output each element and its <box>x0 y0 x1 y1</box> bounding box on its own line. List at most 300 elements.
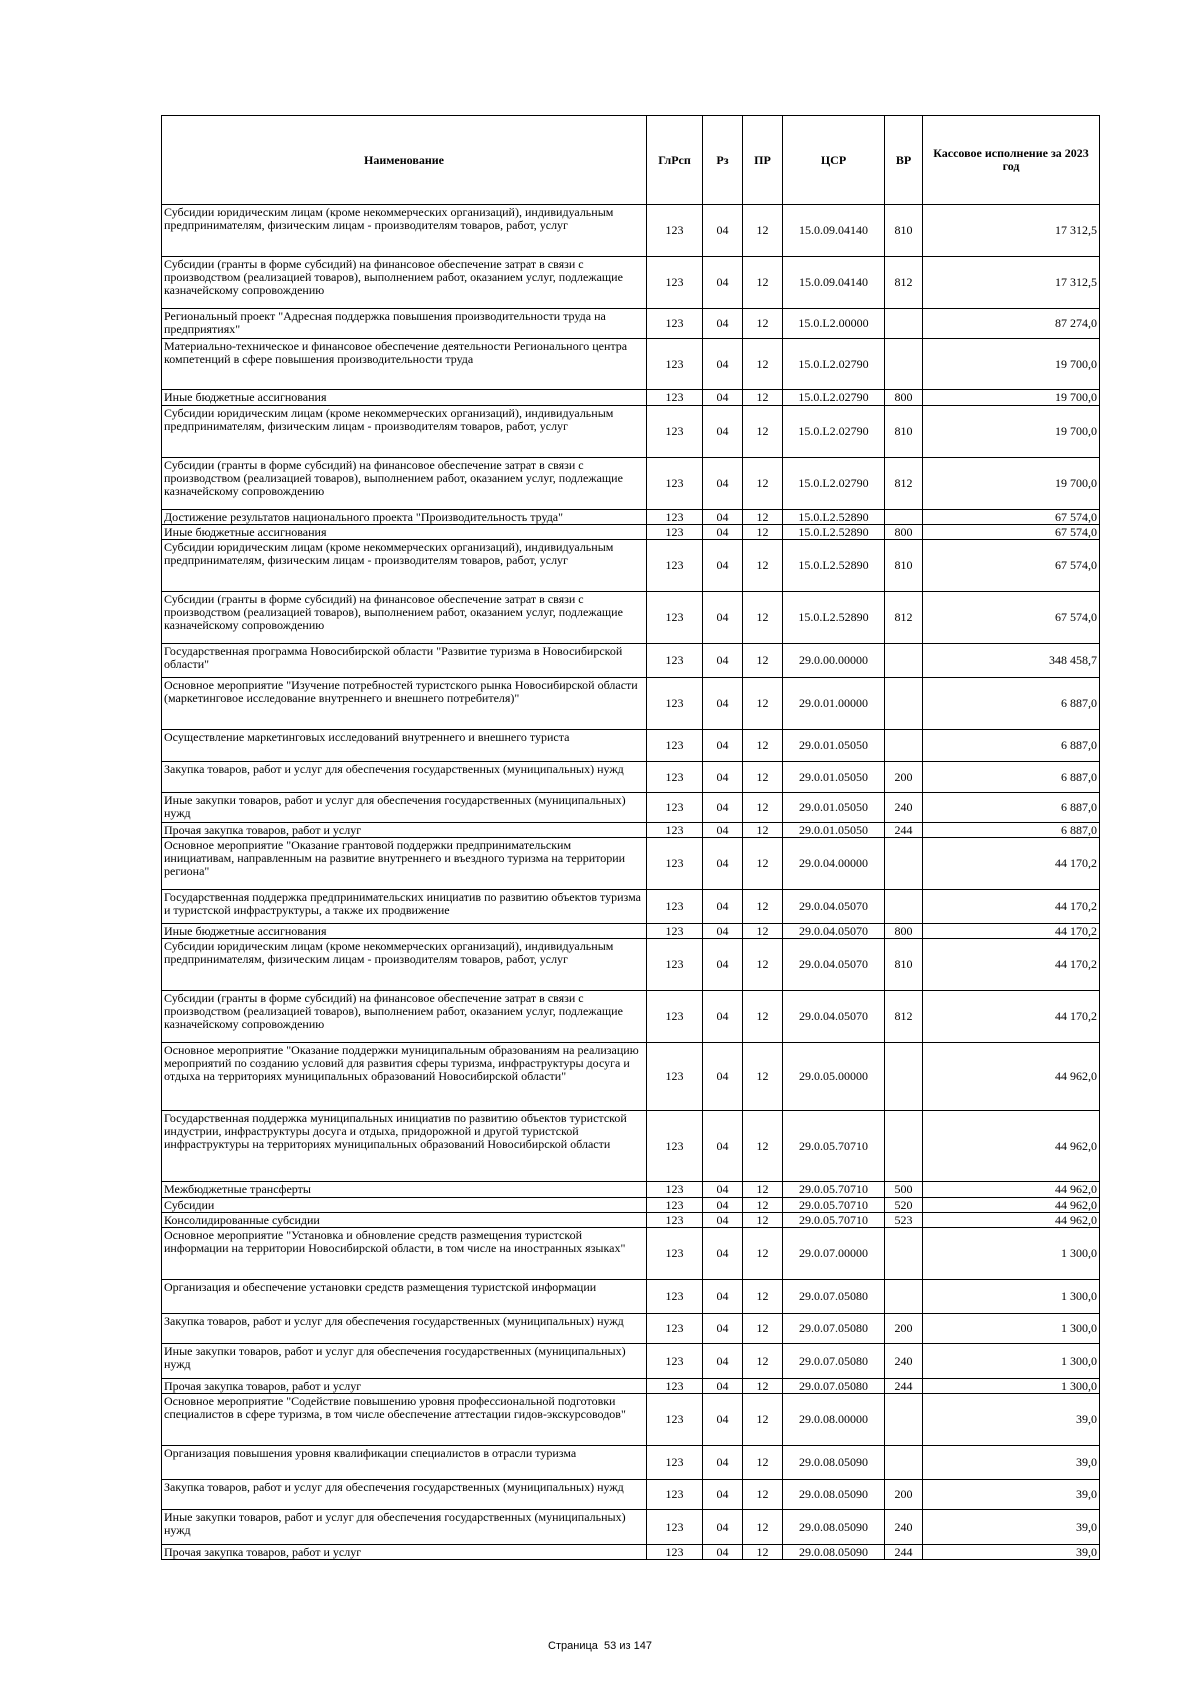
footer-sep: из <box>619 1640 631 1652</box>
row-amount: 44 170,2 <box>923 991 1100 1043</box>
table-row <box>162 678 1100 730</box>
row-name: Основное мероприятие "Оказание поддержки муниципальным образованиям на реализацию мероприятий по созданию условий для развития сферы туризма, инфраструктуры досуга и отдыха на территориях муниципальных образований Новосибирской области" <box>162 1043 647 1111</box>
table-row <box>162 1379 1100 1394</box>
row-csr: 29.0.05.70710 <box>783 1111 885 1182</box>
row-pr: 12 <box>743 205 783 257</box>
header-glrsp: ГлРсп <box>647 116 703 205</box>
row-rz: 04 <box>703 890 743 924</box>
table-row <box>162 1480 1100 1510</box>
row-csr: 15.0.L2.02790 <box>783 458 885 510</box>
table-row <box>162 1446 1100 1480</box>
row-glrsp: 123 <box>647 525 703 540</box>
row-rz: 04 <box>703 510 743 525</box>
table-row <box>162 1510 1100 1545</box>
table-row <box>162 458 1100 510</box>
row-pr: 12 <box>743 1344 783 1379</box>
row-rz: 04 <box>703 1394 743 1446</box>
row-glrsp: 123 <box>647 823 703 838</box>
row-glrsp: 123 <box>647 924 703 939</box>
row-csr: 29.0.07.05080 <box>783 1379 885 1394</box>
row-glrsp: 123 <box>647 309 703 339</box>
table-row <box>162 390 1100 406</box>
table-row <box>162 1043 1100 1111</box>
row-rz: 04 <box>703 991 743 1043</box>
row-glrsp: 123 <box>647 730 703 762</box>
row-amount: 1 300,0 <box>923 1379 1100 1394</box>
row-csr: 29.0.07.05080 <box>783 1280 885 1314</box>
table-row <box>162 939 1100 991</box>
row-pr: 12 <box>743 1314 783 1344</box>
table-row <box>162 339 1100 390</box>
row-glrsp: 123 <box>647 793 703 823</box>
row-glrsp: 123 <box>647 939 703 991</box>
table-row <box>162 309 1100 339</box>
row-pr: 12 <box>743 339 783 390</box>
row-vr: 800 <box>885 390 923 406</box>
row-glrsp: 123 <box>647 540 703 592</box>
row-rz: 04 <box>703 1182 743 1198</box>
row-name: Субсидии (гранты в форме субсидий) на финансовое обеспечение затрат в связи с производством (реализацией товаров), выполнением работ, оказанием услуг, подлежащие казначейскому сопровождению <box>162 991 647 1043</box>
row-amount: 44 170,2 <box>923 890 1100 924</box>
row-glrsp: 123 <box>647 1446 703 1480</box>
row-name: Субсидии юридическим лицам (кроме некоммерческих организаций), индивидуальным предпринимателям, физическим лицам - производителям товаров, работ, услуг <box>162 205 647 257</box>
row-amount: 87 274,0 <box>923 309 1100 339</box>
row-pr: 12 <box>743 1480 783 1510</box>
row-csr: 29.0.04.05070 <box>783 890 885 924</box>
row-csr: 29.0.04.00000 <box>783 838 885 890</box>
row-name: Основное мероприятие "Оказание грантовой поддержки предпринимательским инициативам, направленным на развитие внутреннего и въездного туризма на территории региона" <box>162 838 647 890</box>
row-name: Иные закупки товаров, работ и услуг для обеспечения государственных (муниципальных) нужд <box>162 1510 647 1545</box>
row-name: Осуществление маркетинговых исследований внутреннего и внешнего туриста <box>162 730 647 762</box>
row-pr: 12 <box>743 838 783 890</box>
row-csr: 29.0.07.05080 <box>783 1314 885 1344</box>
row-name: Основное мероприятие "Содействие повышению уровня профессиональной подготовки специалистов в сфере туризма, в том числе обеспечение аттестации гидов-экскурсоводов" <box>162 1394 647 1446</box>
row-rz: 04 <box>703 1545 743 1560</box>
header-row <box>162 116 1100 205</box>
row-name: Иные закупки товаров, работ и услуг для обеспечения государственных (муниципальных) нужд <box>162 1344 647 1379</box>
row-glrsp: 123 <box>647 1182 703 1198</box>
row-name: Достижение результатов национального проекта "Производительность труда" <box>162 510 647 525</box>
row-csr: 29.0.01.05050 <box>783 793 885 823</box>
row-csr: 29.0.01.05050 <box>783 762 885 793</box>
row-amount: 67 574,0 <box>923 525 1100 540</box>
row-vr: 244 <box>885 1545 923 1560</box>
row-pr: 12 <box>743 458 783 510</box>
row-glrsp: 123 <box>647 406 703 458</box>
table-row <box>162 730 1100 762</box>
row-name: Консолидированные субсидии <box>162 1213 647 1228</box>
row-pr: 12 <box>743 510 783 525</box>
row-pr: 12 <box>743 1043 783 1111</box>
row-name: Закупка товаров, работ и услуг для обеспечения государственных (муниципальных) нужд <box>162 762 647 793</box>
row-pr: 12 <box>743 730 783 762</box>
row-vr: 812 <box>885 592 923 644</box>
row-name: Материально-техническое и финансовое обеспечение деятельности Регионального центра компетенций в сфере повышения производительности труда <box>162 339 647 390</box>
row-csr: 15.0.09.04140 <box>783 205 885 257</box>
row-glrsp: 123 <box>647 339 703 390</box>
row-csr: 29.0.05.00000 <box>783 1043 885 1111</box>
row-csr: 29.0.08.05090 <box>783 1446 885 1480</box>
row-vr: 812 <box>885 991 923 1043</box>
row-rz: 04 <box>703 1228 743 1280</box>
row-rz: 04 <box>703 406 743 458</box>
row-pr: 12 <box>743 1394 783 1446</box>
row-vr <box>885 1228 923 1280</box>
row-vr: 810 <box>885 406 923 458</box>
row-name: Организация повышения уровня квалификации специалистов в отрасли туризма <box>162 1446 647 1480</box>
table-row <box>162 991 1100 1043</box>
table-row <box>162 793 1100 823</box>
row-name: Закупка товаров, работ и услуг для обеспечения государственных (муниципальных) нужд <box>162 1314 647 1344</box>
row-csr: 29.0.01.05050 <box>783 730 885 762</box>
row-amount: 6 887,0 <box>923 730 1100 762</box>
row-amount: 17 312,5 <box>923 205 1100 257</box>
row-rz: 04 <box>703 939 743 991</box>
row-amount: 67 574,0 <box>923 540 1100 592</box>
row-glrsp: 123 <box>647 1545 703 1560</box>
row-csr: 15.0.L2.52890 <box>783 525 885 540</box>
header-vr: ВР <box>885 116 923 205</box>
row-rz: 04 <box>703 1280 743 1314</box>
page-footer <box>0 1640 1200 1652</box>
row-rz: 04 <box>703 458 743 510</box>
table-row <box>162 924 1100 939</box>
row-csr: 15.0.L2.02790 <box>783 390 885 406</box>
row-glrsp: 123 <box>647 1344 703 1379</box>
row-name: Иные бюджетные ассигнования <box>162 924 647 939</box>
row-pr: 12 <box>743 1446 783 1480</box>
row-amount: 39,0 <box>923 1480 1100 1510</box>
row-vr: 244 <box>885 823 923 838</box>
row-glrsp: 123 <box>647 644 703 678</box>
row-csr: 29.0.08.05090 <box>783 1510 885 1545</box>
row-csr: 29.0.05.70710 <box>783 1213 885 1228</box>
table-row <box>162 510 1100 525</box>
row-vr: 244 <box>885 1379 923 1394</box>
table-row <box>162 1213 1100 1228</box>
row-glrsp: 123 <box>647 1379 703 1394</box>
table-row <box>162 525 1100 540</box>
table-row <box>162 838 1100 890</box>
row-vr: 200 <box>885 1314 923 1344</box>
row-amount: 39,0 <box>923 1545 1100 1560</box>
row-glrsp: 123 <box>647 1510 703 1545</box>
row-vr: 800 <box>885 525 923 540</box>
table-row <box>162 257 1100 309</box>
header-csr: ЦСР <box>783 116 885 205</box>
footer-total: 147 <box>633 1640 652 1652</box>
row-amount: 44 962,0 <box>923 1043 1100 1111</box>
table-row <box>162 1111 1100 1182</box>
row-amount: 19 700,0 <box>923 390 1100 406</box>
row-name: Закупка товаров, работ и услуг для обеспечения государственных (муниципальных) нужд <box>162 1480 647 1510</box>
row-pr: 12 <box>743 890 783 924</box>
table-row <box>162 540 1100 592</box>
budget-table <box>161 115 1100 1560</box>
row-name: Субсидии (гранты в форме субсидий) на финансовое обеспечение затрат в связи с производством (реализацией товаров), выполнением работ, оказанием услуг, подлежащие казначейскому сопровождению <box>162 458 647 510</box>
row-amount: 44 962,0 <box>923 1111 1100 1182</box>
row-amount: 44 170,2 <box>923 838 1100 890</box>
row-amount: 67 574,0 <box>923 510 1100 525</box>
row-csr: 29.0.08.05090 <box>783 1545 885 1560</box>
row-name: Прочая закупка товаров, работ и услуг <box>162 1379 647 1394</box>
table-row <box>162 1394 1100 1446</box>
table-row <box>162 592 1100 644</box>
row-pr: 12 <box>743 924 783 939</box>
row-glrsp: 123 <box>647 592 703 644</box>
row-amount: 44 170,2 <box>923 939 1100 991</box>
row-vr: 810 <box>885 939 923 991</box>
row-csr: 15.0.L2.52890 <box>783 540 885 592</box>
row-glrsp: 123 <box>647 1394 703 1446</box>
row-vr: 520 <box>885 1198 923 1213</box>
row-glrsp: 123 <box>647 1111 703 1182</box>
row-vr <box>885 1043 923 1111</box>
row-vr <box>885 1280 923 1314</box>
row-pr: 12 <box>743 1510 783 1545</box>
row-name: Региональный проект "Адресная поддержка повышения производительности труда на предприятиях" <box>162 309 647 339</box>
row-csr: 29.0.00.00000 <box>783 644 885 678</box>
table-row <box>162 1228 1100 1280</box>
row-vr: 240 <box>885 793 923 823</box>
row-rz: 04 <box>703 1344 743 1379</box>
table-row <box>162 406 1100 458</box>
row-glrsp: 123 <box>647 1480 703 1510</box>
row-vr: 800 <box>885 924 923 939</box>
row-name: Прочая закупка товаров, работ и услуг <box>162 823 647 838</box>
row-rz: 04 <box>703 1480 743 1510</box>
row-amount: 44 962,0 <box>923 1198 1100 1213</box>
row-pr: 12 <box>743 406 783 458</box>
row-rz: 04 <box>703 592 743 644</box>
row-vr <box>885 730 923 762</box>
row-glrsp: 123 <box>647 838 703 890</box>
row-pr: 12 <box>743 1379 783 1394</box>
row-glrsp: 123 <box>647 1043 703 1111</box>
row-csr: 29.0.08.00000 <box>783 1394 885 1446</box>
row-pr: 12 <box>743 1545 783 1560</box>
row-amount: 44 962,0 <box>923 1182 1100 1198</box>
row-amount: 39,0 <box>923 1394 1100 1446</box>
row-vr <box>885 1394 923 1446</box>
row-name: Субсидии <box>162 1198 647 1213</box>
row-rz: 04 <box>703 257 743 309</box>
row-name: Государственная поддержка предпринимательских инициатив по развитию объектов туризма и туристской инфраструктуры, а также их продвижение <box>162 890 647 924</box>
row-pr: 12 <box>743 991 783 1043</box>
row-name: Субсидии (гранты в форме субсидий) на финансовое обеспечение затрат в связи с производством (реализацией товаров), выполнением работ, оказанием услуг, подлежащие казначейскому сопровождению <box>162 257 647 309</box>
row-pr: 12 <box>743 1280 783 1314</box>
row-pr: 12 <box>743 793 783 823</box>
row-csr: 29.0.04.05070 <box>783 939 885 991</box>
row-pr: 12 <box>743 762 783 793</box>
row-csr: 29.0.01.05050 <box>783 823 885 838</box>
row-pr: 12 <box>743 1213 783 1228</box>
row-csr: 15.0.L2.02790 <box>783 339 885 390</box>
row-pr: 12 <box>743 939 783 991</box>
row-rz: 04 <box>703 1043 743 1111</box>
row-vr <box>885 309 923 339</box>
row-name: Иные закупки товаров, работ и услуг для обеспечения государственных (муниципальных) нужд <box>162 793 647 823</box>
row-rz: 04 <box>703 823 743 838</box>
row-rz: 04 <box>703 838 743 890</box>
row-amount: 6 887,0 <box>923 793 1100 823</box>
table-row <box>162 1198 1100 1213</box>
row-amount: 1 300,0 <box>923 1344 1100 1379</box>
row-name: Межбюджетные трансферты <box>162 1182 647 1198</box>
header-amount: Кассовое исполнение за 2023 год <box>923 116 1100 205</box>
row-vr: 200 <box>885 762 923 793</box>
row-csr: 29.0.01.00000 <box>783 678 885 730</box>
row-name: Государственная программа Новосибирской области "Развитие туризма в Новосибирской области" <box>162 644 647 678</box>
row-rz: 04 <box>703 1314 743 1344</box>
row-glrsp: 123 <box>647 678 703 730</box>
table-row <box>162 1280 1100 1314</box>
row-csr: 29.0.07.00000 <box>783 1228 885 1280</box>
table-row <box>162 644 1100 678</box>
row-name: Прочая закупка товаров, работ и услуг <box>162 1545 647 1560</box>
row-amount: 6 887,0 <box>923 823 1100 838</box>
row-amount: 1 300,0 <box>923 1280 1100 1314</box>
row-rz: 04 <box>703 678 743 730</box>
row-amount: 39,0 <box>923 1446 1100 1480</box>
row-rz: 04 <box>703 309 743 339</box>
row-glrsp: 123 <box>647 991 703 1043</box>
row-vr: 812 <box>885 257 923 309</box>
header-name: Наименование <box>162 116 647 205</box>
row-pr: 12 <box>743 592 783 644</box>
row-vr <box>885 339 923 390</box>
row-name: Основное мероприятие "Изучение потребностей туристского рынка Новосибирской области (маркетинговое исследование внутреннего и внешнего потребителя)" <box>162 678 647 730</box>
table-row <box>162 1545 1100 1560</box>
row-vr <box>885 644 923 678</box>
row-rz: 04 <box>703 793 743 823</box>
row-glrsp: 123 <box>647 1213 703 1228</box>
row-name: Иные бюджетные ассигнования <box>162 525 647 540</box>
row-name: Организация и обеспечение установки средств размещения туристской информации <box>162 1280 647 1314</box>
row-vr <box>885 1446 923 1480</box>
row-vr <box>885 1111 923 1182</box>
table-body <box>162 205 1100 1560</box>
table-row <box>162 823 1100 838</box>
header-pr: ПР <box>743 116 783 205</box>
row-rz: 04 <box>703 1446 743 1480</box>
row-amount: 44 170,2 <box>923 924 1100 939</box>
row-pr: 12 <box>743 1228 783 1280</box>
table-row <box>162 205 1100 257</box>
row-rz: 04 <box>703 1213 743 1228</box>
row-pr: 12 <box>743 257 783 309</box>
row-vr <box>885 678 923 730</box>
row-rz: 04 <box>703 540 743 592</box>
row-vr: 240 <box>885 1510 923 1545</box>
row-csr: 29.0.05.70710 <box>783 1182 885 1198</box>
row-amount: 19 700,0 <box>923 406 1100 458</box>
row-pr: 12 <box>743 525 783 540</box>
row-amount: 1 300,0 <box>923 1228 1100 1280</box>
row-amount: 67 574,0 <box>923 592 1100 644</box>
row-glrsp: 123 <box>647 1280 703 1314</box>
row-name: Иные бюджетные ассигнования <box>162 390 647 406</box>
row-vr: 810 <box>885 205 923 257</box>
row-pr: 12 <box>743 823 783 838</box>
table-row <box>162 1314 1100 1344</box>
row-glrsp: 123 <box>647 458 703 510</box>
row-glrsp: 123 <box>647 510 703 525</box>
row-csr: 29.0.08.05090 <box>783 1480 885 1510</box>
row-rz: 04 <box>703 1198 743 1213</box>
row-glrsp: 123 <box>647 762 703 793</box>
row-csr: 15.0.L2.52890 <box>783 510 885 525</box>
row-glrsp: 123 <box>647 390 703 406</box>
row-vr: 812 <box>885 458 923 510</box>
table-row <box>162 890 1100 924</box>
row-rz: 04 <box>703 1379 743 1394</box>
row-glrsp: 123 <box>647 1228 703 1280</box>
row-glrsp: 123 <box>647 890 703 924</box>
row-amount: 19 700,0 <box>923 339 1100 390</box>
row-vr: 523 <box>885 1213 923 1228</box>
row-csr: 15.0.L2.00000 <box>783 309 885 339</box>
row-amount: 348 458,7 <box>923 644 1100 678</box>
row-csr: 15.0.09.04140 <box>783 257 885 309</box>
row-amount: 44 962,0 <box>923 1213 1100 1228</box>
row-vr <box>885 890 923 924</box>
row-rz: 04 <box>703 762 743 793</box>
row-amount: 39,0 <box>923 1510 1100 1545</box>
row-name: Субсидии юридическим лицам (кроме некоммерческих организаций), индивидуальным предпринимателям, физическим лицам - производителям товаров, работ, услуг <box>162 939 647 991</box>
row-amount: 6 887,0 <box>923 762 1100 793</box>
row-csr: 15.0.L2.02790 <box>783 406 885 458</box>
row-rz: 04 <box>703 390 743 406</box>
row-rz: 04 <box>703 1510 743 1545</box>
footer-page: 53 <box>604 1640 617 1652</box>
row-name: Основное мероприятие "Установка и обновление средств размещения туристской информации на территории Новосибирской области, в том числе на иностранных языках" <box>162 1228 647 1280</box>
header-rz: Рз <box>703 116 743 205</box>
row-rz: 04 <box>703 924 743 939</box>
row-name: Государственная поддержка муниципальных инициатив по развитию объектов туристской индустрии, инфраструктуры досуга и отдыха, придорожной и другой туристской инфраструктуры на территориях муниципальных образований Новосибирской области <box>162 1111 647 1182</box>
table-row <box>162 1182 1100 1198</box>
row-rz: 04 <box>703 339 743 390</box>
row-amount: 17 312,5 <box>923 257 1100 309</box>
row-glrsp: 123 <box>647 1314 703 1344</box>
row-csr: 29.0.05.70710 <box>783 1198 885 1213</box>
row-rz: 04 <box>703 730 743 762</box>
row-rz: 04 <box>703 1111 743 1182</box>
row-name: Субсидии юридическим лицам (кроме некоммерческих организаций), индивидуальным предпринимателям, физическим лицам - производителям товаров, работ, услуг <box>162 540 647 592</box>
table-row <box>162 762 1100 793</box>
row-vr: 810 <box>885 540 923 592</box>
row-csr: 15.0.L2.52890 <box>783 592 885 644</box>
row-csr: 29.0.04.05070 <box>783 924 885 939</box>
footer-label: Страница <box>548 1640 598 1652</box>
row-vr: 240 <box>885 1344 923 1379</box>
row-csr: 29.0.04.05070 <box>783 991 885 1043</box>
row-glrsp: 123 <box>647 257 703 309</box>
row-name: Субсидии юридическим лицам (кроме некоммерческих организаций), индивидуальным предпринимателям, физическим лицам - производителям товаров, работ, услуг <box>162 406 647 458</box>
row-name: Субсидии (гранты в форме субсидий) на финансовое обеспечение затрат в связи с производством (реализацией товаров), выполнением работ, оказанием услуг, подлежащие казначейскому сопровождению <box>162 592 647 644</box>
row-amount: 6 887,0 <box>923 678 1100 730</box>
row-vr: 500 <box>885 1182 923 1198</box>
row-csr: 29.0.07.05080 <box>783 1344 885 1379</box>
row-glrsp: 123 <box>647 1198 703 1213</box>
row-amount: 1 300,0 <box>923 1314 1100 1344</box>
row-pr: 12 <box>743 644 783 678</box>
row-pr: 12 <box>743 309 783 339</box>
row-pr: 12 <box>743 678 783 730</box>
row-pr: 12 <box>743 1182 783 1198</box>
row-pr: 12 <box>743 390 783 406</box>
row-amount: 19 700,0 <box>923 458 1100 510</box>
